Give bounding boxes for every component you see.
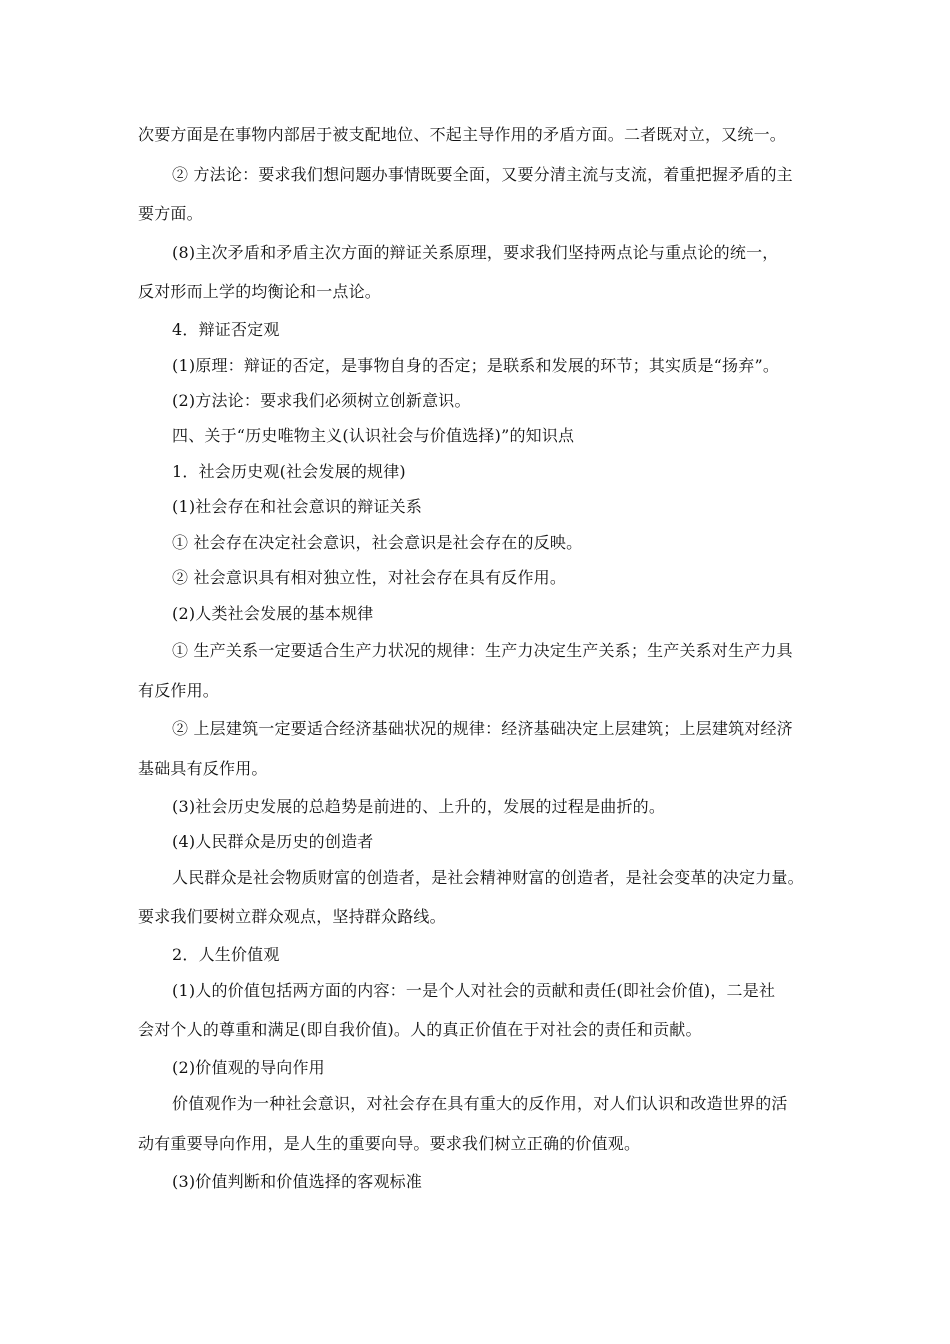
section-heading: 4．辩证否定观 (172, 320, 280, 339)
text-line: (2)价值观的导向作用 (172, 1058, 325, 1077)
text-line: (1)人的价值包括两方面的内容：一是个人对社会的贡献和责任(即社会价值)，二是社 (172, 981, 776, 1000)
text-line: ② 上层建筑一定要适合经济基础状况的规律：经济基础决定上层建筑；上层建筑对经济 (172, 719, 793, 738)
text-line: 次要方面是在事物内部居于被支配地位、不起主导作用的矛盾方面。二者既对立，又统一。 (138, 125, 787, 144)
text-line: ① 生产关系一定要适合生产力状况的规律：生产力决定生产关系；生产关系对生产力具 (172, 641, 793, 660)
text-line: (1)原理：辩证的否定，是事物自身的否定；是联系和发展的环节；其实质是“扬弃”。 (172, 356, 780, 375)
text-line: (2)人类社会发展的基本规律 (172, 604, 374, 623)
section-heading: 2．人生价值观 (172, 945, 280, 964)
text-line: (8)主次矛盾和矛盾主次方面的辩证关系原理，要求我们坚持两点论与重点论的统一， (172, 243, 779, 262)
text-line: (3)价值判断和价值选择的客观标准 (172, 1172, 423, 1191)
text-line: 价值观作为一种社会意识，对社会存在具有重大的反作用，对人们认识和改造世界的活 (172, 1094, 788, 1113)
text-line: 基础具有反作用。 (138, 759, 268, 778)
text-line: 要方面。 (138, 204, 203, 223)
text-line: 会对个人的尊重和满足(即自我价值)。人的真正价值在于对社会的责任和贡献。 (138, 1020, 702, 1039)
text-line: ② 社会意识具有相对独立性，对社会存在具有反作用。 (172, 568, 567, 587)
text-line: (2)方法论：要求我们必须树立创新意识。 (172, 391, 471, 410)
text-line: (4)人民群众是历史的创造者 (172, 832, 374, 851)
text-line: 动有重要导向作用，是人生的重要向导。要求我们树立正确的价值观。 (138, 1134, 641, 1153)
text-line: (3)社会历史发展的总趋势是前进的、上升的，发展的过程是曲折的。 (172, 797, 666, 816)
text-line: 人民群众是社会物质财富的创造者，是社会精神财富的创造者，是社会变革的决定力量。 (172, 868, 804, 887)
text-line: 有反作用。 (138, 681, 220, 700)
text-line: 要求我们要树立群众观点，坚持群众路线。 (138, 907, 446, 926)
text-line: ② 方法论：要求我们想问题办事情既要全面，又要分清主流与支流，着重把握矛盾的主 (172, 165, 793, 184)
section-heading: 四、关于“历史唯物主义(认识社会与价值选择)”的知识点 (172, 426, 575, 445)
text-line: ① 社会存在决定社会意识，社会意识是社会存在的反映。 (172, 533, 583, 552)
text-line: 反对形而上学的均衡论和一点论。 (138, 282, 382, 301)
section-heading: 1．社会历史观(社会发展的规律) (172, 462, 406, 481)
text-line: (1)社会存在和社会意识的辩证关系 (172, 497, 423, 516)
